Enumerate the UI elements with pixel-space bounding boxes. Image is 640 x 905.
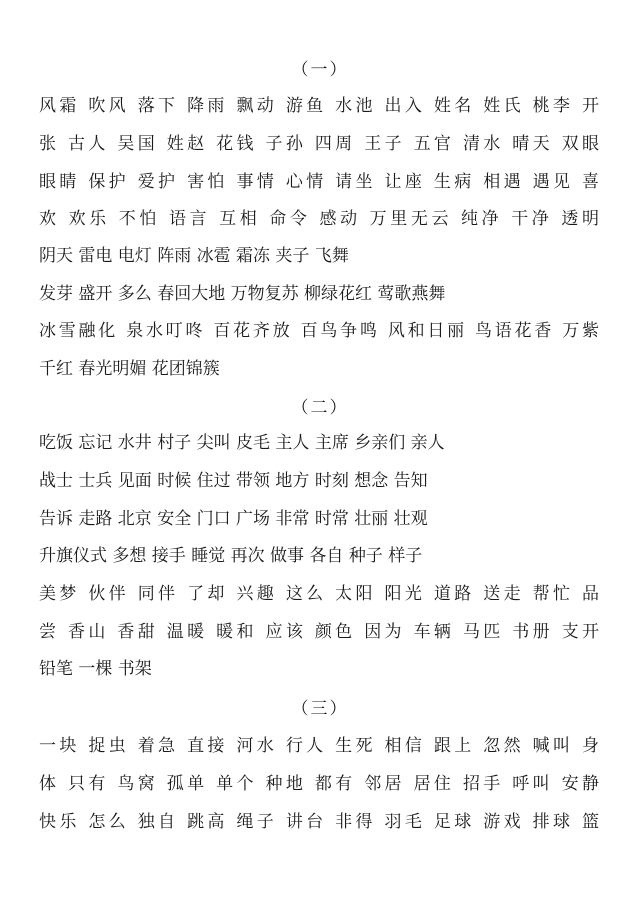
section-2-line-6: 尝 香山 香甜 温暖 暖和 应该 颜色 因为 车辆 马匹 书册 支开 (39, 622, 599, 642)
section-3-title: （三） (291, 699, 349, 719)
section-3-line-2: 体 只有 鸟窝 孤单 单个 种地 都有 邻居 居住 招手 呼叫 安静 (39, 774, 599, 794)
section-1-line-5: 阴天 雷电 电灯 阵雨 冰雹 霜冻 夹子 飞舞 (39, 246, 349, 266)
section-2-title: （二） (291, 398, 349, 418)
section-2-line-5: 美梦 伙伴 同伴 了却 兴趣 这么 太阳 阳光 道路 送走 帮忙 品 (39, 584, 599, 604)
section-1-line-7: 冰雪融化 泉水叮咚 百花齐放 百鸟争鸣 风和日丽 鸟语花香 万紫 (39, 321, 599, 341)
section-1-line-8: 千红 春光明媚 花团锦簇 (39, 359, 220, 379)
section-1-line-3: 眼睛 保护 爱护 害怕 事情 心情 请坐 让座 生病 相遇 遇见 喜 (39, 172, 599, 192)
section-3-line-1: 一块 捉虫 着急 直接 河水 行人 生死 相信 跟上 忽然 喊叫 身 (39, 736, 599, 756)
section-2-line-1: 吃饭 忘记 水井 村子 尖叫 皮毛 主人 主席 乡亲们 亲人 (39, 433, 445, 453)
section-1-line-4: 欢 欢乐 不怕 语言 互相 命令 感动 万里无云 纯净 干净 透明 (39, 209, 599, 229)
section-2-line-2: 战士 士兵 见面 时候 住过 带领 地方 时刻 想念 告知 (39, 471, 428, 491)
section-2-line-4: 升旗仪式 多想 接手 睡觉 再次 做事 各自 种子 样子 (39, 546, 423, 566)
section-1-line-6: 发芽 盛开 多么 春回大地 万物复苏 柳绿花红 莺歌燕舞 (39, 284, 446, 304)
section-1-line-1: 风霜 吹风 落下 降雨 飘动 游鱼 水池 出入 姓名 姓氏 桃李 开 (39, 96, 599, 116)
section-1-title: （一） (291, 60, 349, 80)
section-1-line-2: 张 古人 吴国 姓赵 花钱 子孙 四周 王子 五官 清水 晴天 双眼 (39, 134, 599, 154)
section-3-line-3: 快乐 怎么 独自 跳高 绳子 讲台 非得 羽毛 足球 游戏 排球 篮 (39, 812, 599, 832)
section-2-line-3: 告诉 走路 北京 安全 门口 广场 非常 时常 壮丽 壮观 (39, 509, 428, 529)
section-2-line-7: 铅笔 一棵 书架 (39, 659, 152, 679)
